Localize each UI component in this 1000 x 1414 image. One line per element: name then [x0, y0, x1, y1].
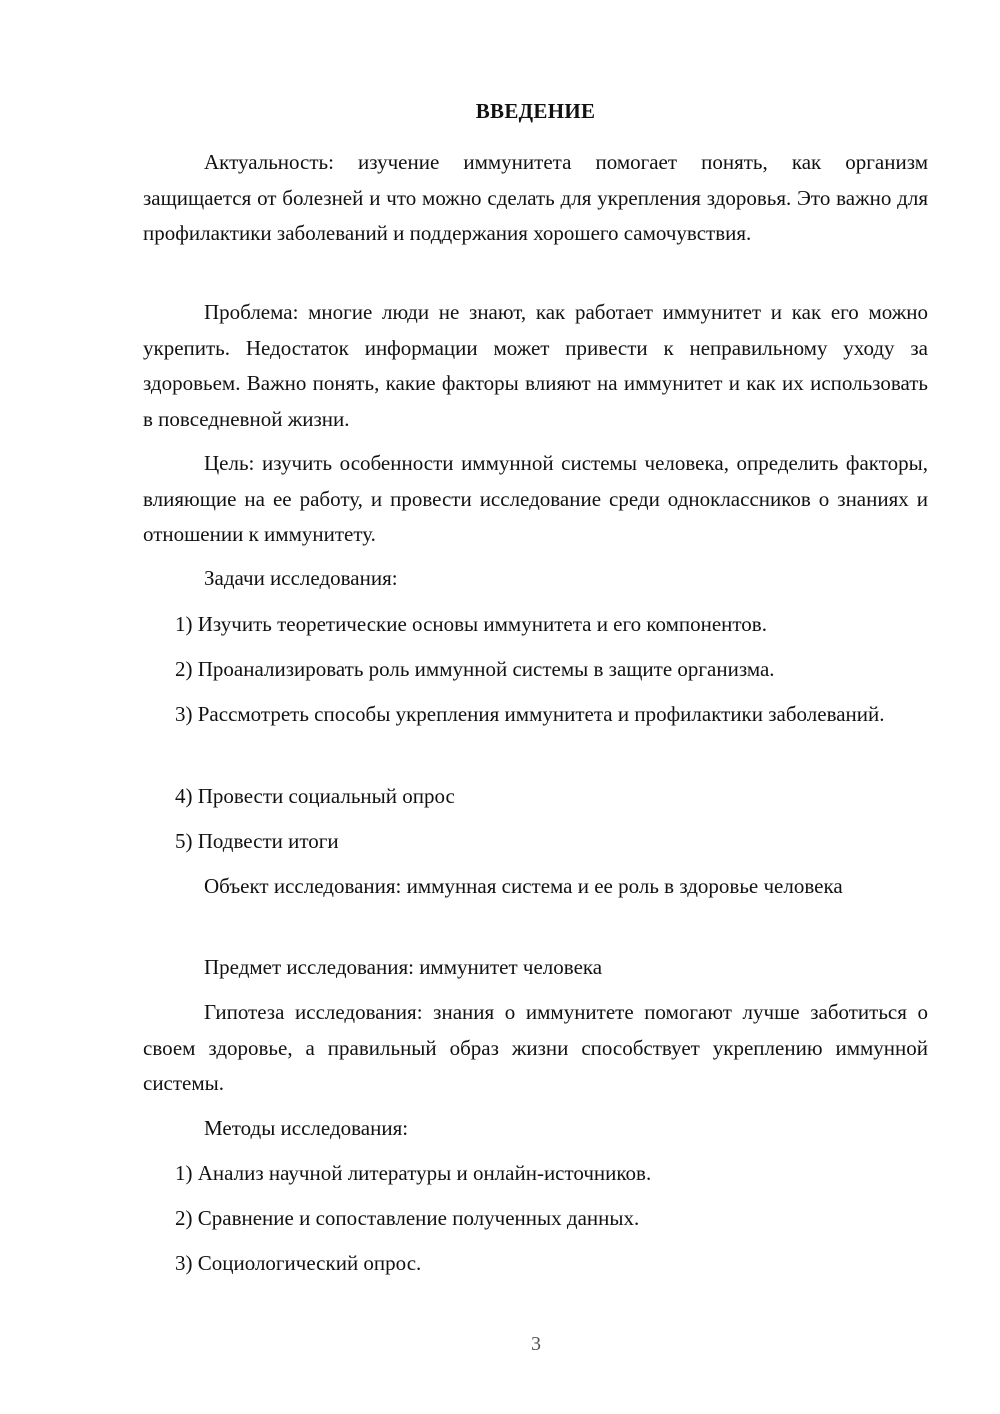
task-item: 1) Изучить теоретические основы иммунитета и его компонентов.	[175, 612, 767, 636]
methods-heading: Методы исследования:	[204, 1116, 409, 1140]
section-title: ВВЕДЕНИЕ	[475, 99, 596, 123]
task-item: 5) Подвести итоги	[175, 829, 339, 853]
task-item: 4) Провести социальный опрос	[175, 784, 455, 808]
paragraph-goal: Цель: изучить особенности иммунной системы человека, определить факторы, влияющие на ее работу, и провести исследование среди одноклассников о знаниях и отношении к иммунитету.	[143, 451, 928, 546]
paragraph-hypothesis: Гипотеза исследования: знания о иммунитете помогают лучше заботиться о своем здоровье, а правильный образ жизни способствует укреплению иммунной системы.	[143, 1000, 928, 1095]
paragraph-object: Объект исследования: иммунная система и ее роль в здоровье человека	[204, 874, 843, 898]
tasks-heading: Задачи исследования:	[204, 566, 398, 590]
task-item: 2) Проанализировать роль иммунной системы в защите организма.	[175, 657, 775, 681]
paragraph-problem: Проблема: многие люди не знают, как работает иммунитет и как его можно укрепить. Недостаток информации может привести к неправильному уходу за здоровьем. Важно понять, какие факторы влияют на иммунитет и как их использовать в повседневной жизни.	[143, 300, 928, 431]
page-number: 3	[531, 1333, 541, 1355]
method-item: 3) Социологический опрос.	[175, 1251, 422, 1275]
method-item: 2) Сравнение и сопоставление полученных данных.	[175, 1206, 640, 1230]
paragraph-relevance: Актуальность: изучение иммунитета помогает понять, как организм защищается от болезней и что можно сделать для укрепления здоровья. Это важно для профилактики заболеваний и поддержания хорошего самочувствия.	[143, 150, 928, 245]
task-item: 3) Рассмотреть способы укрепления иммунитета и профилактики заболеваний.	[175, 702, 885, 726]
method-item: 1) Анализ научной литературы и онлайн-источников.	[175, 1161, 652, 1185]
paragraph-subject: Предмет исследования: иммунитет человека	[204, 955, 603, 979]
